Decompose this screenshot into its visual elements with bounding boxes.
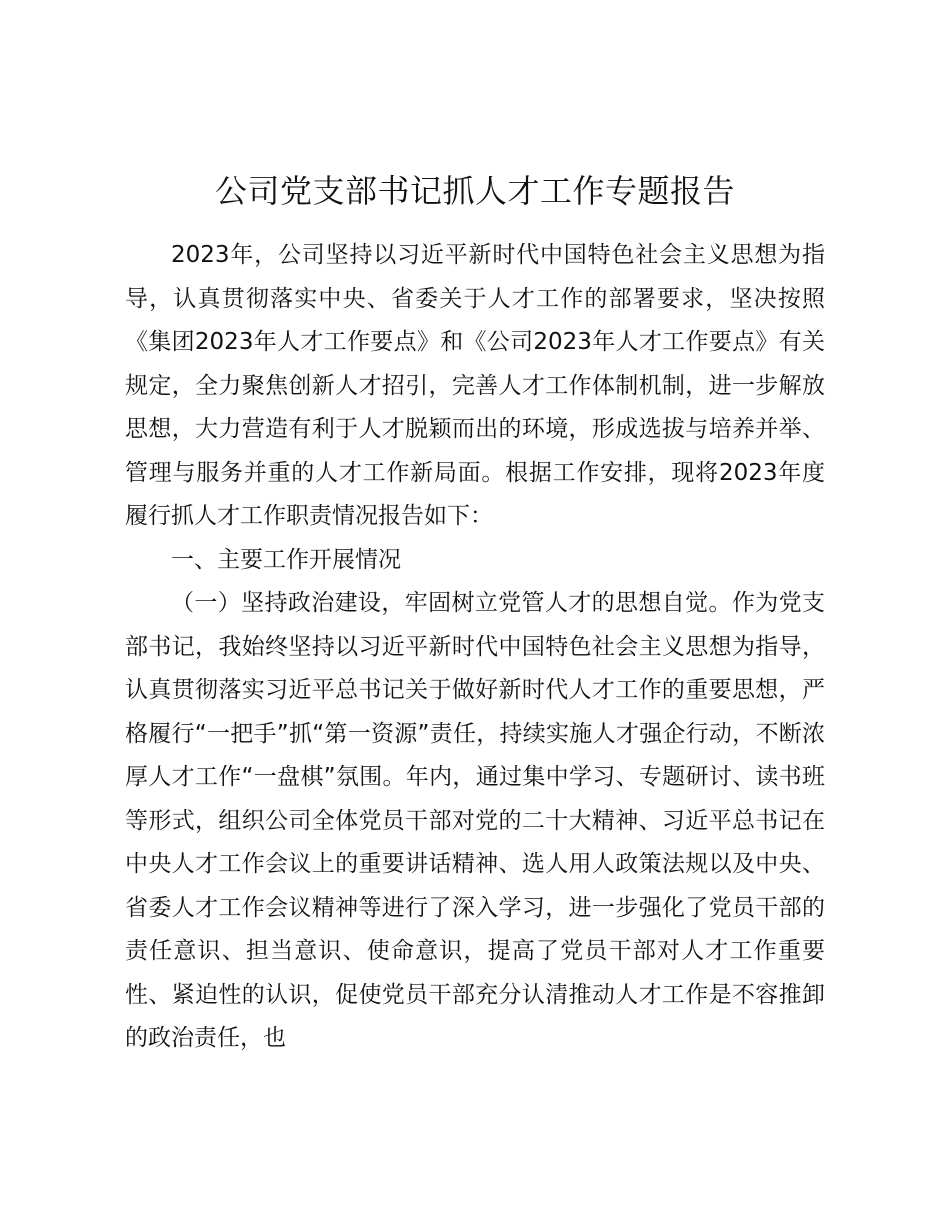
paragraph-political-building: （一）坚持政治建设，牢固树立党管人才的思想自觉。作为党支部书记，我始终坚持以习近平新时代中国特色社会主义思想为指导，认真贯彻落实习近平总书记关于做好新时代人才工作的重要思想，严格履行“一把手”抓“第一资源”责任，持续实施人才强企行动，不断浓厚人才工作“一盘棋”氛围。年内，通过集中学习、专题研讨、读书班等形式，组织公司全体党员干部对党的二十大精神、习近平总书记在中央人才工作会议上的重要讲话精神、选人用人政策法规以及中央、省委人才工作会议精神等进行了深入学习，进一步强化了党员干部的责任意识、担当意识、使命意识，提高了党员干部对人才工作重要性、紧迫性的认识，促使党员干部充分认清推动人才工作是不容推卸的政治责任，也 xyxy=(125,590,825,1051)
document-title: 公司党支部书记抓人才工作专题报告 xyxy=(214,172,735,210)
paragraph-intro: 2023年，公司坚持以习近平新时代中国特色社会主义思想为指导，认真贯彻落实中央、省委关于人才工作的部署要求，坚决按照《集团2023年人才工作要点》和《公司2023年人才工作要点》有关规定，全力聚焦创新人才招引，完善人才工作体制机制，进一步解放思想，大力营造有利于人才脱颖而出的环境，形成选拔与培养并举、管理与服务并重的人才工作新局面。根据工作安排，现将2023年度履行抓人才工作职责情况报告如下： xyxy=(125,242,825,529)
section-heading-main-work: 一、主要工作开展情况 xyxy=(171,546,401,573)
document-body xyxy=(125,234,825,1061)
